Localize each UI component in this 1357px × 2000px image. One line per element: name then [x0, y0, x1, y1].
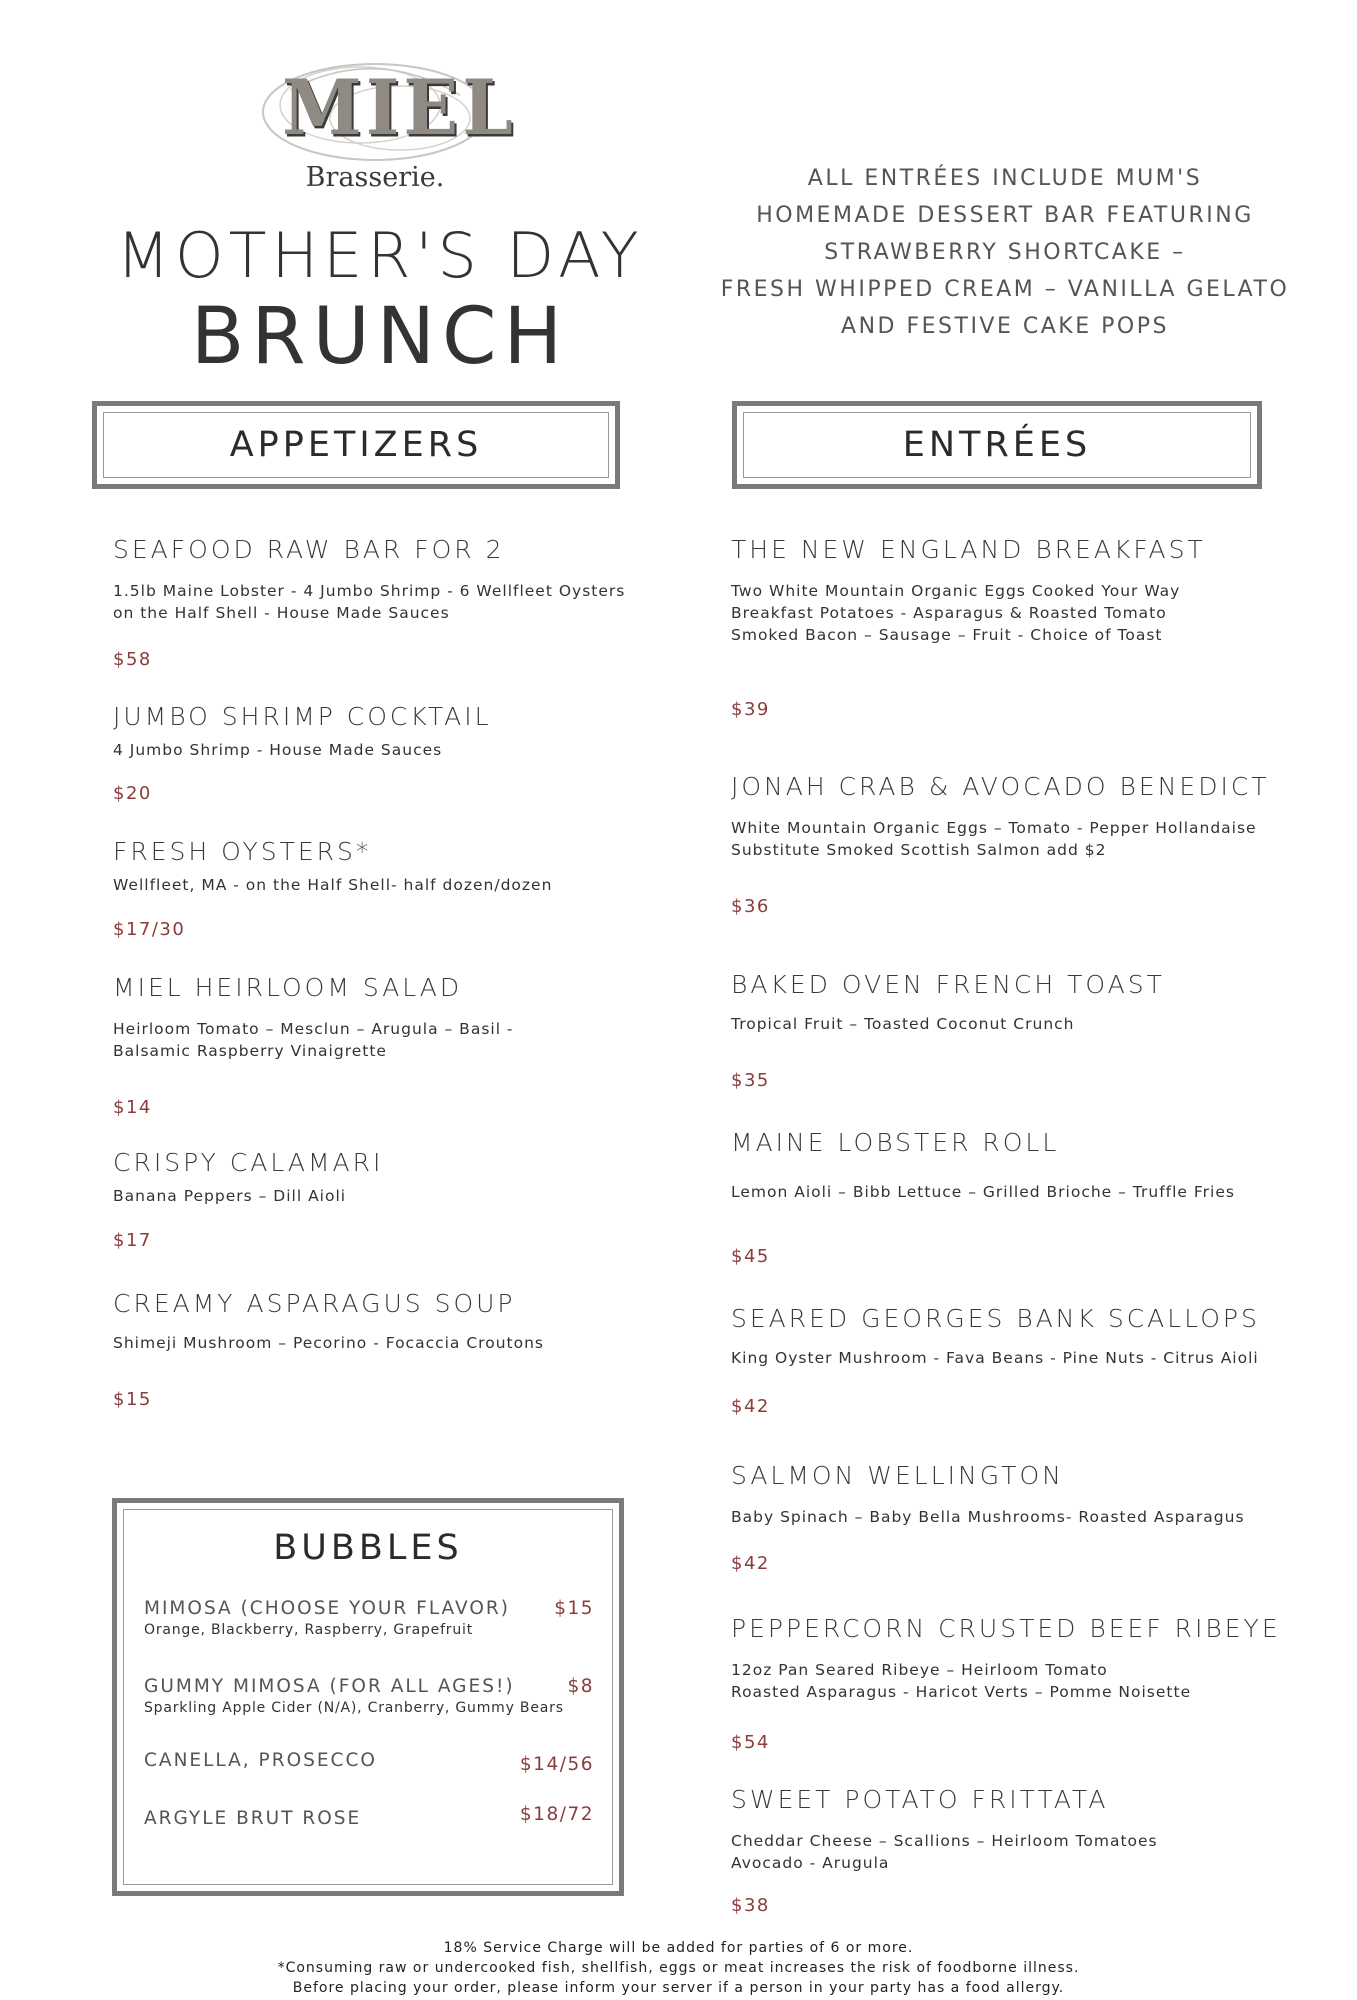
item-desc: Cheddar Cheese – Scallions – Heirloom Tomatoes	[731, 1832, 1158, 1850]
entrees-header	[732, 401, 1262, 489]
item-desc: Breakfast Potatoes - Asparagus & Roasted Tomato	[731, 604, 1167, 622]
item-desc: on the Half Shell - House Made Sauces	[113, 604, 450, 622]
item-price: $39	[731, 699, 770, 720]
item-name: FRESH OYSTERS*	[113, 837, 372, 866]
item-price: $54	[731, 1732, 770, 1753]
menu-item-seafood-raw-bar	[113, 535, 626, 670]
miel-logo	[250, 50, 517, 200]
item-desc: Shimeji Mushroom – Pecorino - Focaccia Croutons	[113, 1334, 544, 1352]
drink-price: $15	[554, 1598, 594, 1619]
item-desc: Balsamic Raspberry Vinaigrette	[113, 1042, 387, 1060]
item-desc: Banana Peppers – Dill Aioli	[113, 1187, 347, 1205]
footer-line: 18% Service Charge will be added for parties of 6 or more.	[443, 1940, 914, 1956]
item-name: SEAFOOD RAW BAR FOR 2	[113, 535, 505, 564]
menu-item-crispy-calamari	[113, 1148, 384, 1251]
item-price: $14	[113, 1097, 152, 1118]
appetizers-header-inner	[103, 412, 609, 478]
item-name: PEPPERCORN CRUSTED BEEF RIBEYE	[731, 1614, 1281, 1643]
item-name: JONAH CRAB & AVOCADO BENEDICT	[731, 772, 1270, 801]
item-name: SWEET POTATO FRITTATA	[731, 1785, 1109, 1814]
item-desc: Heirloom Tomato – Mesclun – Arugula – Basil -	[113, 1020, 514, 1038]
item-name: SALMON WELLINGTON	[731, 1461, 1064, 1490]
item-name: MAINE LOBSTER ROLL	[731, 1128, 1060, 1157]
page-title-line1: MOTHER'S DAY	[116, 219, 644, 292]
promo-line: ALL ENTRÉES INCLUDE MUM'S	[807, 166, 1203, 191]
item-name: MIEL HEIRLOOM SALAD	[113, 973, 463, 1002]
promo-line: AND FESTIVE CAKE POPS	[841, 314, 1169, 339]
drink-name: ARGYLE BRUT ROSE	[144, 1808, 362, 1829]
logo-wordmark: MIEL	[282, 62, 517, 153]
item-desc: 12oz Pan Seared Ribeye – Heirloom Tomato	[731, 1661, 1108, 1679]
item-desc: Lemon Aioli – Bibb Lettuce – Grilled Brioche – Truffle Fries	[731, 1183, 1235, 1201]
drink-desc: Sparkling Apple Cider (N/A), Cranberry, Gummy Bears	[144, 1700, 564, 1716]
item-desc: White Mountain Organic Eggs – Tomato - Pepper Hollandaise	[731, 819, 1257, 837]
item-price: $20	[113, 783, 152, 804]
menu-item-jonah-crab-benedict	[731, 772, 1270, 917]
menu-item-seared-scallops	[731, 1304, 1260, 1417]
bubbles-inner	[123, 1509, 613, 1885]
drink-name: CANELLA, PROSECCO	[144, 1750, 377, 1771]
item-desc: 4 Jumbo Shrimp - House Made Sauces	[113, 741, 443, 759]
item-name: SEARED GEORGES BANK SCALLOPS	[731, 1304, 1260, 1333]
menu-item-baked-oven-french-toast	[731, 970, 1165, 1091]
item-name: CREAMY ASPARAGUS SOUP	[113, 1289, 516, 1318]
menu-item-jumbo-shrimp-cocktail	[113, 702, 492, 804]
footer-line: *Consuming raw or undercooked fish, shellfish, eggs or meat increases the risk of foodborne illness.	[277, 1960, 1080, 1976]
item-price: $38	[731, 1895, 770, 1916]
drink-price: $8	[567, 1676, 594, 1697]
appetizers-heading: APPETIZERS	[229, 425, 483, 465]
item-desc: King Oyster Mushroom - Fava Beans - Pine Nuts - Citrus Aioli	[731, 1349, 1259, 1367]
drink-name: MIMOSA (CHOOSE YOUR FLAVOR)	[144, 1598, 510, 1619]
item-price: $36	[731, 896, 770, 917]
entrees-heading: ENTRÉES	[902, 425, 1092, 465]
item-name: CRISPY CALAMARI	[113, 1148, 384, 1177]
item-desc: Two White Mountain Organic Eggs Cooked Your Way	[731, 582, 1181, 600]
logo-subtitle: Brasserie.	[305, 162, 445, 193]
dessert-promo	[710, 160, 1300, 345]
item-name: THE NEW ENGLAND BREAKFAST	[731, 535, 1206, 564]
menu-item-creamy-asparagus-soup	[113, 1289, 544, 1410]
page-title-line2: BRUNCH	[190, 292, 570, 382]
menu-item-beef-ribeye	[731, 1614, 1281, 1753]
item-price: $45	[731, 1246, 770, 1267]
menu-item-miel-heirloom-salad	[113, 973, 514, 1118]
promo-line: FRESH WHIPPED CREAM – VANILLA GELATO	[720, 277, 1290, 302]
item-desc: 1.5lb Maine Lobster - 4 Jumbo Shrimp - 6 Wellfleet Oysters	[113, 582, 626, 600]
item-desc: Roasted Asparagus - Haricot Verts – Pomme Noisette	[731, 1683, 1192, 1701]
item-name: BAKED OVEN FRENCH TOAST	[731, 970, 1165, 999]
drink-name: GUMMY MIMOSA (FOR ALL AGES!)	[144, 1676, 515, 1697]
appetizers-header	[92, 401, 620, 489]
menu-item-maine-lobster-roll	[731, 1128, 1235, 1267]
menu-item-new-england-breakfast	[731, 535, 1206, 720]
item-name: JUMBO SHRIMP COCKTAIL	[113, 702, 492, 731]
item-desc: Smoked Bacon – Sausage – Fruit - Choice of Toast	[731, 626, 1163, 644]
item-desc: Avocado - Arugula	[731, 1854, 890, 1872]
item-desc: Wellfleet, MA - on the Half Shell- half dozen/dozen	[113, 876, 553, 894]
entrees-header-inner	[743, 412, 1251, 478]
menu-item-sweet-potato-frittata	[731, 1785, 1158, 1916]
bubbles-heading: BUBBLES	[273, 1528, 463, 1568]
promo-line: HOMEMADE DESSERT BAR FEATURING	[756, 203, 1254, 228]
promo-line: STRAWBERRY SHORTCAKE –	[824, 240, 1186, 265]
drink-price: $18/72	[519, 1804, 594, 1825]
footer-line: Before placing your order, please inform your server if a person in your party has a food allergy.	[292, 1980, 1065, 1996]
item-price: $42	[731, 1553, 770, 1574]
menu-item-fresh-oysters	[113, 837, 553, 940]
item-price: $58	[113, 649, 152, 670]
item-price: $42	[731, 1396, 770, 1417]
footer-notes	[0, 1938, 1357, 1998]
item-price: $15	[113, 1389, 152, 1410]
item-desc: Substitute Smoked Scottish Salmon add $2	[731, 841, 1107, 859]
item-price: $35	[731, 1070, 770, 1091]
item-price: $17/30	[113, 919, 186, 940]
item-desc: Baby Spinach – Baby Bella Mushrooms- Roasted Asparagus	[731, 1508, 1245, 1526]
bubbles-section	[112, 1498, 624, 1896]
item-desc: Tropical Fruit – Toasted Coconut Crunch	[731, 1015, 1075, 1033]
drink-desc: Orange, Blackberry, Raspberry, Grapefruit	[144, 1622, 474, 1638]
menu-item-salmon-wellington	[731, 1461, 1245, 1574]
drink-price: $14/56	[519, 1754, 594, 1775]
item-price: $17	[113, 1230, 152, 1251]
